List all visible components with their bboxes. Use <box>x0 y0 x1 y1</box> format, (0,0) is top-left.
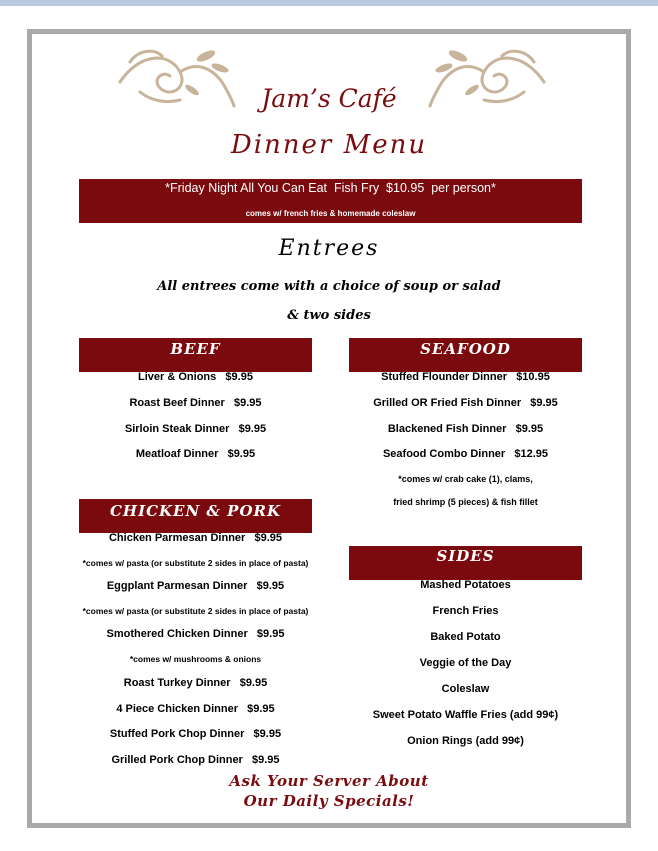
sides-item: Onion Rings (add 99¢) <box>407 735 524 747</box>
seafood-item: Stuffed Flounder Dinner $10.95 <box>381 371 550 383</box>
chicken-pork-item: Grilled Pork Chop Dinner $9.95 <box>111 754 280 766</box>
chicken-pork-item: Chicken Parmesan Dinner $9.95 <box>108 532 283 544</box>
chicken-pork-note: *comes w/ pasta (or substitute 2 sides in place of pasta) <box>82 606 309 616</box>
seafood-item: Blackened Fish Dinner $9.95 <box>387 423 544 435</box>
sides-item: Mashed Potatoes <box>420 579 511 591</box>
beef-item: Sirloin Steak Dinner $9.95 <box>124 423 267 435</box>
footer-line-2: Our Daily Specials! <box>243 792 415 810</box>
chicken-pork-item: Eggplant Parmesan Dinner $9.95 <box>106 580 285 592</box>
chicken-pork-heading: CHICKEN & PORK <box>79 499 312 533</box>
entrees-heading: Entrees <box>278 236 380 261</box>
chicken-pork-note: *comes w/ pasta (or substitute 2 sides in place of pasta) <box>82 558 309 568</box>
sides-item: Coleslaw <box>441 683 490 695</box>
sides-item: Sweet Potato Waffle Fries (add 99¢) <box>372 709 559 721</box>
seafood-item: Grilled OR Fried Fish Dinner $9.95 <box>373 397 558 409</box>
fish-fry-headline: *Friday Night All You Can Eat Fish Fry $10.95 per person* <box>165 181 496 195</box>
sides-item: French Fries <box>432 605 499 617</box>
beef-heading: BEEF <box>79 338 312 372</box>
menu-page <box>32 34 626 823</box>
chicken-pork-item: Smothered Chicken Dinner $9.95 <box>106 628 285 640</box>
sides-item: Veggie of the Day <box>419 657 512 669</box>
fish-fry-banner <box>79 179 582 223</box>
seafood-note: fried shrimp (5 pieces) & fish fillet <box>393 497 538 507</box>
chicken-pork-item: 4 Piece Chicken Dinner $9.95 <box>116 703 275 715</box>
menu-title: Dinner Menu <box>230 130 428 160</box>
chicken-pork-item: Roast Turkey Dinner $9.95 <box>123 677 268 689</box>
beef-item: Meatloaf Dinner $9.95 <box>135 448 256 460</box>
chicken-pork-item: Stuffed Pork Chop Dinner $9.95 <box>109 728 282 740</box>
seafood-item: Seafood Combo Dinner $12.95 <box>382 448 549 460</box>
window-top-edge <box>0 0 658 6</box>
footer-line-1: Ask Your Server About <box>229 772 429 790</box>
entrees-subline-1: All entrees come with a choice of soup or salad <box>157 279 501 294</box>
chicken-pork-note: *comes w/ mushrooms & onions <box>129 654 262 664</box>
cafe-name: Jam’s Café <box>261 84 397 113</box>
sides-heading: SIDES <box>349 546 582 580</box>
seafood-heading: SEAFOOD <box>349 338 582 372</box>
beef-item: Liver & Onions $9.95 <box>138 371 253 383</box>
beef-item: Roast Beef Dinner $9.95 <box>129 397 262 409</box>
sides-item: Baked Potato <box>430 631 501 643</box>
fish-fry-note: comes w/ french fries & homemade coleslaw <box>245 209 416 218</box>
seafood-note: *comes w/ crab cake (1), clams, <box>398 474 533 484</box>
entrees-subline-2: & two sides <box>287 308 371 323</box>
